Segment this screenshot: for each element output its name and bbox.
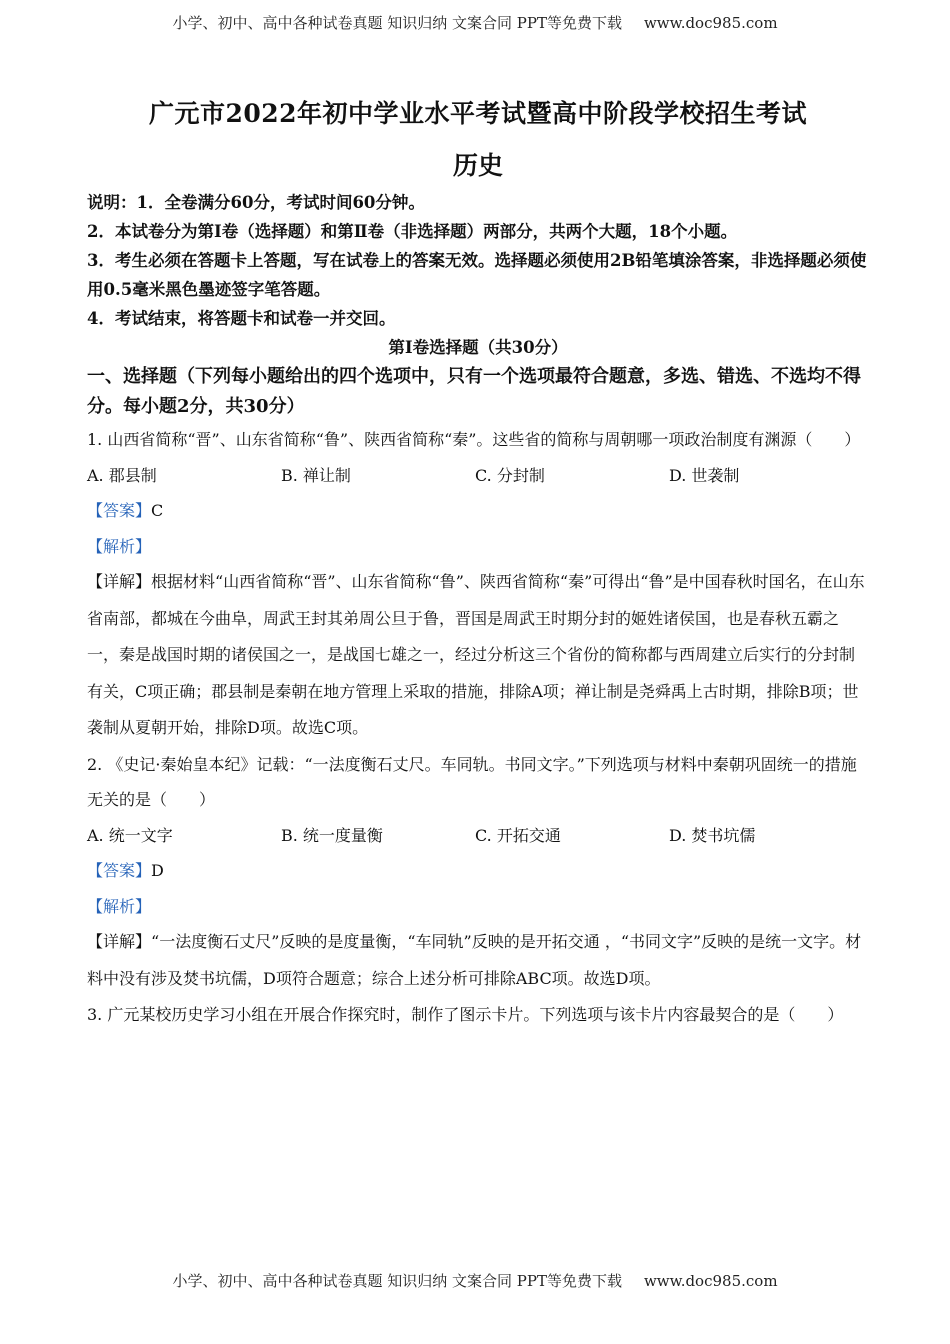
page-header: [0, 12, 950, 33]
detail-text: 根据材料“山西省简称“晋”、山东省简称“鲁”、陕西省简称“秦”可得出“鲁”是中国春秋时国名，在山东省南部，都城在今曲阜，周武王封其弟周公旦于鲁，晋国是周武王时期分封的姬姓诸侯国，也是春秋五霸之一，秦是战国时期的诸侯国之一，是战国七雄之一，经过分析这三个省份的简称都与西周建立后实行的分封制有关，C项正确；郡县制是秦朝在地方管理上采取的措施，排除A项；禅让制是尧舜禹上古时期，排除B项；世袭制从夏朝开始，排除D项。故选C项。: [87, 572, 865, 737]
instruction-2: 2．本试卷分为第Ⅰ卷（选择题）和第Ⅱ卷（非选择题）两部分，共两个大题，18个小题。: [87, 222, 738, 241]
page-footer: [0, 1270, 950, 1291]
question-1-answer: [87, 493, 869, 529]
question-2-options: [87, 818, 869, 854]
question-2-detail: [87, 924, 869, 997]
instruction-1: 说明：1．全卷满分60分，考试时间60分钟。: [87, 193, 425, 212]
q2-option-d: D. 焚书坑儒: [669, 825, 756, 845]
answer-label: 【答案】: [87, 501, 152, 520]
analysis-label: 【解析】: [87, 536, 152, 556]
detail-label: 【详解】: [87, 932, 152, 951]
analysis-label: 【解析】: [87, 896, 152, 916]
question-1-analysis: [87, 529, 869, 565]
instructions: [87, 188, 869, 333]
q2-option-c: C. 开拓交通: [475, 825, 561, 845]
answer-value: C: [151, 501, 164, 520]
answer-value: D: [151, 861, 164, 880]
header-site[interactable]: www.doc985.com: [643, 14, 778, 32]
q1-option-b: B. 禅让制: [281, 465, 351, 485]
q2-option-a: A. 统一文字: [87, 825, 173, 845]
question-1-options: [87, 458, 869, 494]
footer-text: 小学、初中、高中各种试卷真题 知识归纳 文案合同 PPT等免费下载: [172, 1272, 622, 1290]
instruction-4: 4．考试结束，将答题卡和试卷一并交回。: [87, 309, 396, 328]
q1-option-d: D. 世袭制: [669, 465, 740, 485]
q2-option-b: B. 统一度量衡: [281, 825, 383, 845]
question-2-analysis: [87, 889, 869, 925]
exam-title: 广元市2022年初中学业水平考试暨高中阶段学校招生考试: [148, 99, 808, 128]
detail-label: 【详解】: [87, 572, 152, 591]
question-3-stem: 3. 广元某校历史学习小组在开展合作探究时，制作了图示卡片。下列选项与该卡片内容最契合的是（ ）: [87, 1005, 844, 1024]
instruction-3: 3．考生必须在答题卡上答题，写在试卷上的答案无效。选择题必须使用2B铅笔填涂答案，非选择题必须使用0.5毫米黑色墨迹签字笔答题。: [87, 251, 867, 299]
footer-site[interactable]: www.doc985.com: [643, 1272, 778, 1290]
header-text: 小学、初中、高中各种试卷真题 知识归纳 文案合同 PPT等免费下载: [172, 14, 622, 32]
question-1-detail: [87, 564, 869, 747]
question-1-stem: 1. 山西省简称“晋”、山东省简称“鲁”、陕西省简称“秦”。这些省的简称与周朝哪一项政治制度有渊源（ ）: [87, 430, 861, 449]
q1-option-a: A. 郡县制: [87, 465, 157, 485]
section-intro: 一、选择题（下列每小题给出的四个选项中，只有一个选项最符合题意，多选、错选、不选均不得分。每小题2分，共30分）: [87, 366, 861, 417]
question-2-stem: 2. 《史记·秦始皇本纪》记载：“一法度衡石丈尺。车同轨。书同文字。”下列选项与材料中秦朝巩固统一的措施无关的是（ ）: [87, 754, 857, 809]
question-2-answer: [87, 853, 869, 889]
section-title: 第Ⅰ卷选择题（共30分）: [388, 338, 568, 357]
exam-content: [87, 92, 869, 1033]
exam-subject: 历史: [452, 151, 503, 180]
answer-label: 【答案】: [87, 861, 152, 880]
detail-text: “一法度衡石丈尺”反映的是度量衡，“车同轨”反映的是开拓交通 ，“书同文字”反映的是统一文字。材料中没有涉及焚书坑儒，D项符合题意；综合上述分析可排除ABC项。故选D项。: [87, 932, 862, 988]
q1-option-c: C. 分封制: [475, 465, 545, 485]
